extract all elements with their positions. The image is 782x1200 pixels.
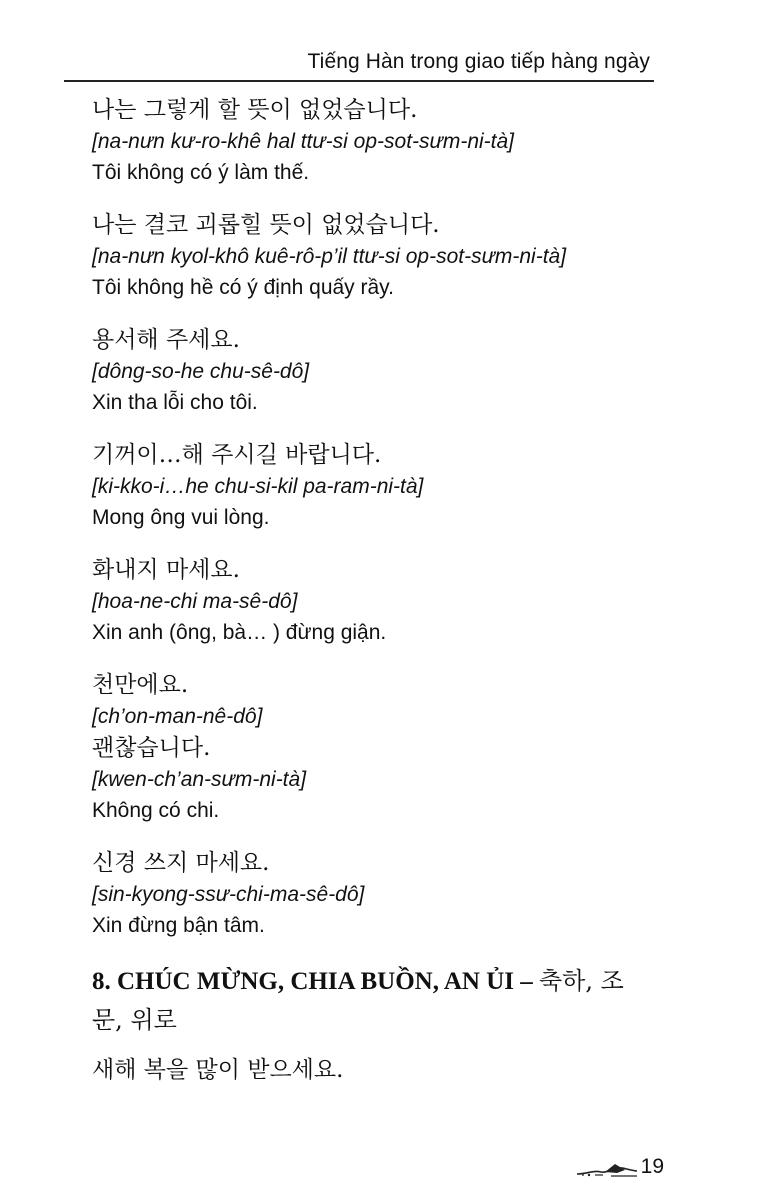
phrase-romanization: [na-nưn kyol-khô kuê-rô-p’il ttư-si op-sot-sưm-ni-tà]: [92, 245, 567, 268]
phrase-romanization: [dông-so-he chu-sê-dô]: [92, 360, 310, 383]
page-content: [92, 94, 672, 1086]
phrase-korean: 기꺼이…해 주시길 바랍니다.: [92, 442, 382, 468]
running-header: Tiếng Hàn trong giao tiếp hàng ngày: [307, 50, 650, 73]
phrase-korean: 나는 그렇게 할 뜻이 없었습니다.: [92, 97, 418, 123]
phrase-vietnamese: Xin đừng bận tâm.: [92, 914, 265, 937]
phrase-vietnamese: Mong ông vui lòng.: [92, 506, 270, 529]
phrase-korean: 신경 쓰지 마세요.: [92, 850, 270, 876]
page-footer: [575, 1156, 664, 1178]
phrase-vietnamese: Xin anh (ông, bà… ) đừng giận.: [92, 621, 387, 644]
header-rule: [64, 80, 654, 82]
phrase-korean: 괜찮습니다.: [92, 735, 211, 761]
section-heading: [92, 962, 652, 1040]
page-number: 19: [640, 1155, 664, 1178]
phrase-korean: 용서해 주세요.: [92, 327, 240, 353]
phrase-vietnamese: Tôi không hề có ý định quấy rầy.: [92, 276, 394, 299]
phrase-korean: 화내지 마세요.: [92, 557, 240, 583]
phrase-romanization: [kwen-ch’an-sưm-ni-tà]: [92, 768, 307, 791]
phrase-romanization: [hoa-ne-chi ma-sê-dô]: [92, 590, 298, 613]
phrase-romanization: [sin-kyong-ssư-chi-ma-sê-dô]: [92, 883, 365, 906]
phrase-list: [92, 94, 672, 942]
phrase-korean: 천만에요.: [92, 672, 189, 698]
phrase-korean-last: 새해 복을 많이 받으세요.: [92, 1057, 344, 1083]
phrase-korean: 나는 결코 괴롭힐 뜻이 없었습니다.: [92, 212, 440, 238]
phrase-entry: [92, 669, 672, 827]
phrase-romanization: [ki-kko-i…he chu-si-kil pa-ram-ni-tà]: [92, 475, 424, 498]
section-heading-separator: –: [514, 968, 539, 995]
section-heading-vi: 8. CHÚC MỪNG, CHIA BUỒN, AN ỦI: [92, 968, 514, 995]
decorative-flourish-icon: [575, 1160, 639, 1178]
phrase-romanization: [na-nưn kư-ro-khê hal ttư-si op-sot-sưm-ni-tà]: [92, 130, 515, 153]
section-heading-ko: 축하, 조문, 위로: [92, 967, 624, 1034]
phrase-entry: [92, 324, 672, 419]
phrase-romanization: [ch’on-man-nê-dô]: [92, 705, 263, 728]
phrase-vietnamese: Không có chi.: [92, 799, 220, 822]
phrase-entry: [92, 847, 672, 942]
phrase-entry: [92, 209, 672, 304]
phrase-vietnamese: Xin tha lỗi cho tôi.: [92, 391, 258, 414]
phrase-vietnamese: Tôi không có ý làm thế.: [92, 161, 310, 184]
phrase-entry: [92, 439, 672, 534]
phrase-entry: [92, 94, 672, 189]
phrase-entry: [92, 554, 672, 649]
